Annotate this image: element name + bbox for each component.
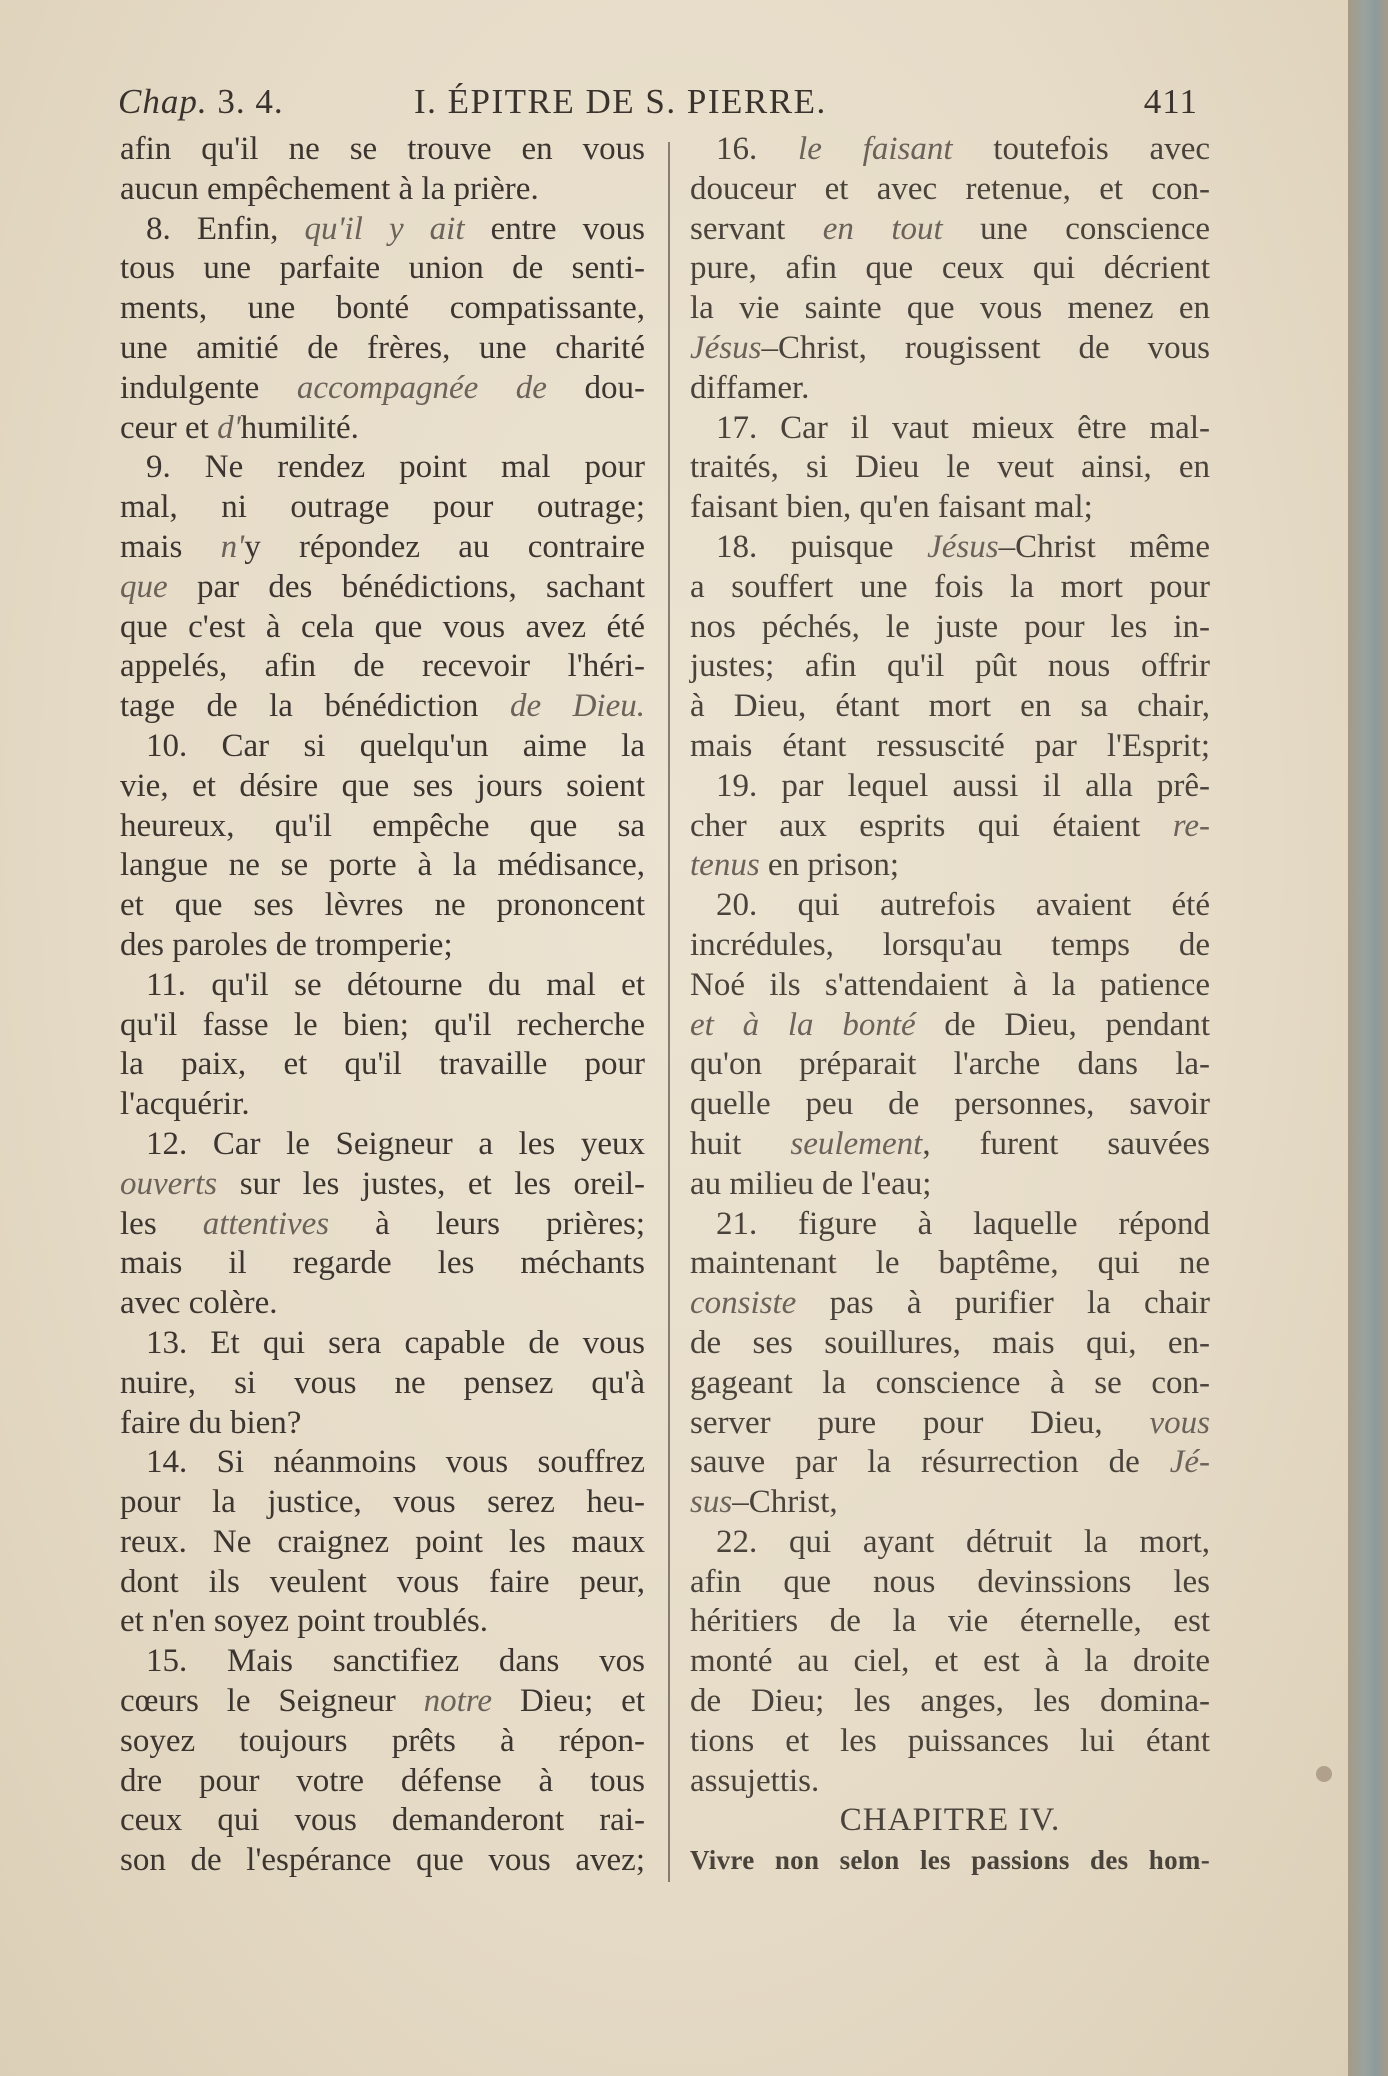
- italic-emphasis: tenus: [690, 847, 760, 884]
- running-header: [118, 82, 1198, 126]
- left-column-line: avec colère.: [120, 1285, 278, 1322]
- right-column-line: assujettis.: [690, 1762, 820, 1799]
- right-column-line: tions et les puissances lui étant: [690, 1722, 1210, 1759]
- italic-emphasis: accompagnée de: [296, 369, 547, 406]
- right-column-line: la vie sainte que vous menez en: [690, 290, 1210, 327]
- left-column-line: l'acquérir.: [120, 1086, 250, 1123]
- italic-emphasis: Jé-: [1169, 1444, 1210, 1481]
- left-column-line: 15. Mais sanctifiez dans vos: [146, 1643, 645, 1680]
- italic-emphasis: consiste: [690, 1285, 797, 1322]
- left-column-line: nuire, si vous ne pensez qu'à: [120, 1364, 645, 1401]
- right-column-line: sus–Christ,: [690, 1484, 838, 1521]
- right-column-line: 16. le faisant toutefois avec: [716, 131, 1210, 167]
- left-column-line: la paix, et qu'il travaille pour: [120, 1046, 645, 1083]
- italic-emphasis: et à la bonté: [690, 1006, 916, 1043]
- right-column-line: server pure pour Dieu, vous: [690, 1404, 1210, 1441]
- left-column-line: 14. Si néanmoins vous souffrez: [146, 1444, 645, 1481]
- left-column-line: indulgente accompagnée de dou-: [120, 369, 645, 406]
- italic-emphasis: Jésus: [690, 329, 762, 366]
- right-column-line: 18. puisque Jésus–Christ même: [716, 528, 1210, 565]
- left-column-line: une amitié de frères, une charité: [120, 329, 645, 366]
- right-column-line: Noé ils s'attendaient à la patience: [690, 966, 1210, 1003]
- right-column-line: mais étant ressuscité par l'Esprit;: [690, 727, 1210, 764]
- right-column-line: quelle peu de personnes, savoir: [690, 1086, 1210, 1123]
- right-column-line: héritiers de la vie éternelle, est: [690, 1603, 1210, 1640]
- left-column-line: dre pour votre défense à tous: [120, 1762, 645, 1799]
- left-column-line: tage de la bénédiction de Dieu.: [120, 688, 645, 725]
- right-column-line: incrédules, lorsqu'au temps de: [690, 926, 1210, 963]
- left-column: [120, 130, 645, 1881]
- right-column-line: justes; afin qu'il pût nous offrir: [690, 648, 1210, 685]
- right-column-line: qu'on préparait l'arche dans la-: [690, 1046, 1210, 1083]
- running-title: I. ÉPITRE DE S. PIERRE.: [414, 82, 827, 121]
- italic-emphasis: sus: [690, 1484, 733, 1521]
- right-column-line: pure, afin que ceux qui décrient: [690, 250, 1210, 287]
- right-column-line: a souffert une fois la mort pour: [690, 568, 1210, 605]
- italic-emphasis: qu'il y ait: [304, 210, 465, 247]
- italic-emphasis: n': [220, 528, 245, 565]
- column-divider: [668, 142, 670, 1882]
- italic-emphasis: d': [217, 409, 241, 446]
- left-column-line: ceux qui vous demanderont rai-: [120, 1802, 645, 1839]
- left-column-line: ments, une bonté compatissante,: [120, 290, 645, 327]
- left-column-line: 8. Enfin, qu'il y ait entre vous: [146, 210, 645, 247]
- right-column-line: de Dieu; les anges, les domina-: [690, 1683, 1210, 1720]
- right-column-line: huit seulement, furent sauvées: [690, 1125, 1211, 1162]
- left-column-line: afin qu'il ne se trouve en vous: [120, 131, 645, 167]
- page-number: 411: [1143, 82, 1198, 121]
- left-column-line: 13. Et qui sera capable de vous: [146, 1324, 645, 1361]
- italic-emphasis: re-: [1172, 807, 1210, 844]
- italic-emphasis: que: [120, 568, 168, 605]
- right-column-line: gageant la conscience à se con-: [690, 1364, 1210, 1401]
- right-column: [690, 130, 1210, 1881]
- left-column-line: 11. qu'il se détourne du mal et: [146, 966, 645, 1003]
- right-column-line: CHAPITRE IV.: [839, 1802, 1061, 1839]
- left-column-line: 10. Car si quelqu'un aime la: [146, 727, 645, 764]
- left-column-line: les attentives à leurs prières;: [120, 1205, 645, 1242]
- right-column-line: Jésus–Christ, rougissent de vous: [690, 329, 1210, 366]
- right-column-line: monté au ciel, et est à la droite: [690, 1643, 1210, 1680]
- book-edge: [1348, 0, 1388, 2076]
- right-column-line: consiste pas à purifier la chair: [690, 1285, 1210, 1322]
- left-column-line: son de l'espérance que vous avez;: [120, 1842, 645, 1879]
- italic-emphasis: Jésus: [927, 528, 999, 565]
- right-column-line: faisant bien, qu'en faisant mal;: [690, 489, 1093, 526]
- chapter-numbers: 3. 4.: [217, 82, 284, 121]
- right-column-line: maintenant le baptême, qui ne: [690, 1245, 1210, 1282]
- left-column-line: tous une parfaite union de senti-: [120, 250, 645, 287]
- left-column-line: pour la justice, vous serez heu-: [120, 1484, 645, 1521]
- left-column-line: mais n'y répondez au contraire: [120, 528, 646, 565]
- right-column-line: 17. Car il vaut mieux être mal-: [716, 409, 1210, 446]
- right-column-line: servant en tout une conscience: [690, 210, 1210, 247]
- left-column-line: et n'en soyez point troublés.: [120, 1603, 488, 1640]
- left-column-line: et que ses lèvres ne prononcent: [120, 887, 645, 924]
- left-column-line: cœurs le Seigneur notre Dieu; et: [120, 1683, 645, 1720]
- right-column-line: nos péchés, le juste pour les in-: [690, 608, 1210, 645]
- right-column-line: 19. par lequel aussi il alla prê-: [716, 767, 1210, 804]
- right-column-line: diffamer.: [690, 369, 810, 406]
- right-column-line: traités, si Dieu le veut ainsi, en: [690, 449, 1210, 486]
- left-column-line: soyez toujours prêts à répon-: [120, 1722, 645, 1759]
- right-column-line: 22. qui ayant détruit la mort,: [716, 1523, 1210, 1560]
- right-column-line: tenus en prison;: [690, 847, 899, 884]
- left-column-line: des paroles de tromperie;: [120, 926, 453, 963]
- left-column-line: faire du bien?: [120, 1404, 302, 1441]
- left-column-line: 9. Ne rendez point mal pour: [146, 449, 645, 486]
- chapter-label: Chap.: [118, 82, 208, 121]
- left-column-line: appelés, afin de recevoir l'héri-: [120, 648, 645, 685]
- left-column-line: ceur et d'humilité.: [120, 409, 359, 446]
- italic-emphasis: notre: [423, 1683, 493, 1720]
- right-column-line: sauve par la résurrection de Jé-: [690, 1444, 1210, 1481]
- left-column-line: dont ils veulent vous faire peur,: [120, 1563, 645, 1600]
- italic-emphasis: ouverts: [120, 1165, 218, 1202]
- right-column-line: afin que nous devinssions les: [690, 1563, 1210, 1600]
- italic-emphasis: attentives: [202, 1205, 330, 1242]
- right-column-line: au milieu de l'eau;: [690, 1165, 932, 1202]
- paper-stain: [1316, 1766, 1332, 1782]
- left-column-line: reux. Ne craignez point les maux: [120, 1523, 645, 1560]
- right-column-line: 21. figure à laquelle répond: [716, 1205, 1210, 1242]
- left-column-line: langue ne se porte à la médisance,: [120, 847, 645, 884]
- right-column-line: douceur et avec retenue, et con-: [690, 170, 1210, 207]
- right-column-line: 20. qui autrefois avaient été: [716, 887, 1210, 924]
- right-column-line: Vivre non selon les passions des hom-: [690, 1845, 1210, 1876]
- left-column-line: que par des bénédictions, sachant: [120, 568, 645, 605]
- chapter-reference: [118, 82, 284, 122]
- italic-emphasis: de Dieu.: [509, 688, 645, 725]
- left-column-line: que c'est à cela que vous avez été: [120, 608, 645, 645]
- italic-emphasis: en tout: [822, 210, 943, 247]
- italic-emphasis: le faisant: [798, 131, 953, 167]
- italic-emphasis: vous: [1149, 1404, 1210, 1441]
- left-column-line: aucun empêchement à la prière.: [120, 170, 539, 207]
- italic-emphasis: seulement: [790, 1125, 923, 1162]
- left-column-line: mal, ni outrage pour outrage;: [120, 489, 645, 526]
- left-column-line: qu'il fasse le bien; qu'il recherche: [120, 1006, 645, 1043]
- left-column-line: ouverts sur les justes, et les oreil-: [120, 1165, 645, 1202]
- right-column-line: et à la bonté de Dieu, pendant: [690, 1006, 1210, 1043]
- left-column-line: 12. Car le Seigneur a les yeux: [146, 1125, 645, 1162]
- right-column-line: de ses souillures, mais qui, en-: [690, 1324, 1210, 1361]
- right-column-line: cher aux esprits qui étaient re-: [690, 807, 1210, 844]
- left-column-line: mais il regarde les méchants: [120, 1245, 645, 1282]
- left-column-line: vie, et désire que ses jours soient: [120, 767, 645, 804]
- right-column-line: à Dieu, étant mort en sa chair,: [690, 688, 1210, 725]
- left-column-line: heureux, qu'il empêche que sa: [120, 807, 645, 844]
